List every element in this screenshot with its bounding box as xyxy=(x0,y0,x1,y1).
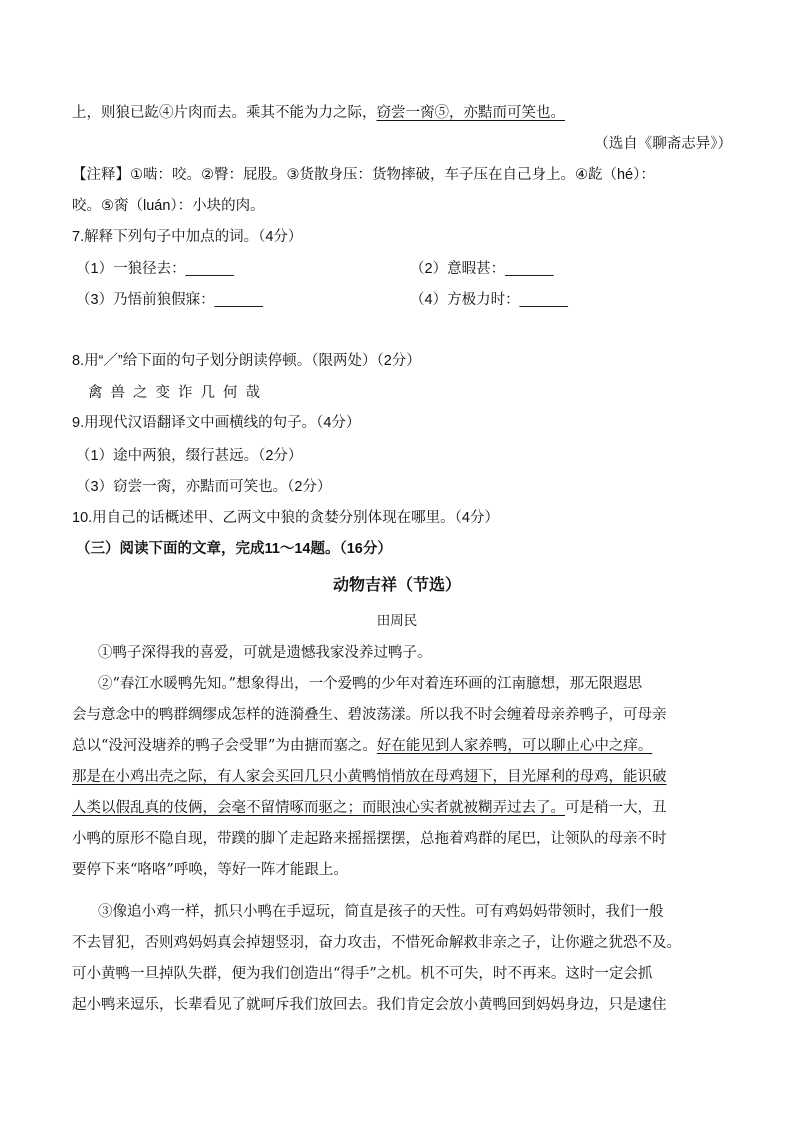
passage-end-line xyxy=(72,103,732,123)
question-7-stem: 7.解释下列句子中加点的词。（4分） xyxy=(72,229,303,245)
notes-line-1: 【注释】①啮：咬。②臀：屁股。③货散身压：货物摔破，车子压在自己身上。④龁（hé）： xyxy=(72,167,655,183)
article-p3-line-2: 不去冒犯，否则鸡妈妈真会掉翅竖羽，奋力攻击，不惜死命解救非亲之子，让你避之犹恐不及。 xyxy=(72,935,681,951)
q8-sentence: 禽兽之变诈几何哉 xyxy=(88,385,268,401)
passage-text: 上，则狼已龁④片肉而去。乘其不能为力之际， xyxy=(72,105,377,121)
article-p2-line-4: 那是在小鸡出壳之际，有人家会买回几只小黄鸭悄悄放在母鸡翅下，目光犀利的母鸡，能识破 xyxy=(72,769,667,785)
q7-item-4: （4）方极力时：______ xyxy=(410,292,568,308)
article-p3-line-4: 起小鸭来逗乐，长辈看见了就呵斥我们放回去。我们肯定会放小黄鸭回到妈妈身边，只是逮住 xyxy=(72,997,667,1013)
article-p2-line-2: 会与意念中的鸭群绸缪成怎样的涟漪叠生、碧波荡漾。所以我不时会缠着母亲养鸭子，可母亲 xyxy=(72,707,667,723)
notes-line-2: 咬。⑤脔（luán）：小块的肉。 xyxy=(72,198,265,214)
article-p2-line-3 xyxy=(72,736,732,756)
article-paragraph-1: ①鸭子深得我的喜爱，可就是遗憾我家没养过鸭子。 xyxy=(98,645,432,661)
article-p3-line-3: 可小黄鸭一旦掉队失群，便为我们创造出“得手”之机。机不可失，时不再来。这时一定会抓 xyxy=(72,966,653,982)
underlined-sentence: 好在能见到人家养鸭，可以聊止心中之痒。 xyxy=(376,738,653,754)
article-author: 田周民 xyxy=(376,613,418,629)
article-p2-line-7: 要停下来“咯咯”呼唤，等好一阵才能跟上。 xyxy=(72,862,348,878)
question-10-stem: 10.用自己的话概述甲、乙两文中狼的贪婪分别体现在哪里。（4分） xyxy=(72,510,499,526)
article-title: 动物吉祥（节选） xyxy=(332,575,461,594)
q9-item-2: （3）窃尝一脔，亦黠而可笑也。（2分） xyxy=(76,479,332,495)
question-8-stem: 8.用“／”给下面的句子划分朗读停顿。（限两处）（2分） xyxy=(72,353,421,369)
q9-item-1: （1）途中两狼，缀行甚远。（2分） xyxy=(76,448,303,464)
q7-item-1: （1）一狼径去：______ xyxy=(76,261,234,277)
underlined-sentence: 人类以假乱真的伎俩，会毫不留情啄而驱之；而眼浊心实者就被糊弄过去了。 xyxy=(72,800,565,816)
article-text: 可是稍一大，丑 xyxy=(565,800,667,816)
passage-source: （选自《聊斋志异》） xyxy=(594,136,732,152)
underlined-sentence: 窃尝一脔⑤，亦黠而可笑也。 xyxy=(376,105,565,121)
question-9-stem: 9.用现代汉语翻译文中画横线的句子。（4分） xyxy=(72,415,361,431)
article-p2-line-6: 小鸭的原形不隐自现，带蹼的脚丫走起路来摇摇摆摆，总拖着鸡群的尾巴，让领队的母亲不时 xyxy=(72,831,667,847)
q7-item-2: （2）意暇甚：______ xyxy=(410,261,554,277)
article-p2-line-5 xyxy=(72,798,732,818)
article-p3-line-1: ③像追小鸡一样，抓只小鸭在手逗玩，简直是孩子的天性。可有鸡妈妈带领时，我们一般 xyxy=(98,904,664,920)
section-3-heading: （三）阅读下面的文章，完成11～14题。（16分） xyxy=(76,541,392,557)
article-p2-line-1: ②“春江水暖鸭先知。”想象得出，一个爱鸭的少年对着连环画的江南臆想，那无限遐思 xyxy=(98,676,643,692)
q7-item-3: （3）乃悟前狼假寐：______ xyxy=(76,292,263,308)
article-text: 总以“没河没塘养的鸭子会受罪”为由搪而塞之。 xyxy=(72,738,377,754)
